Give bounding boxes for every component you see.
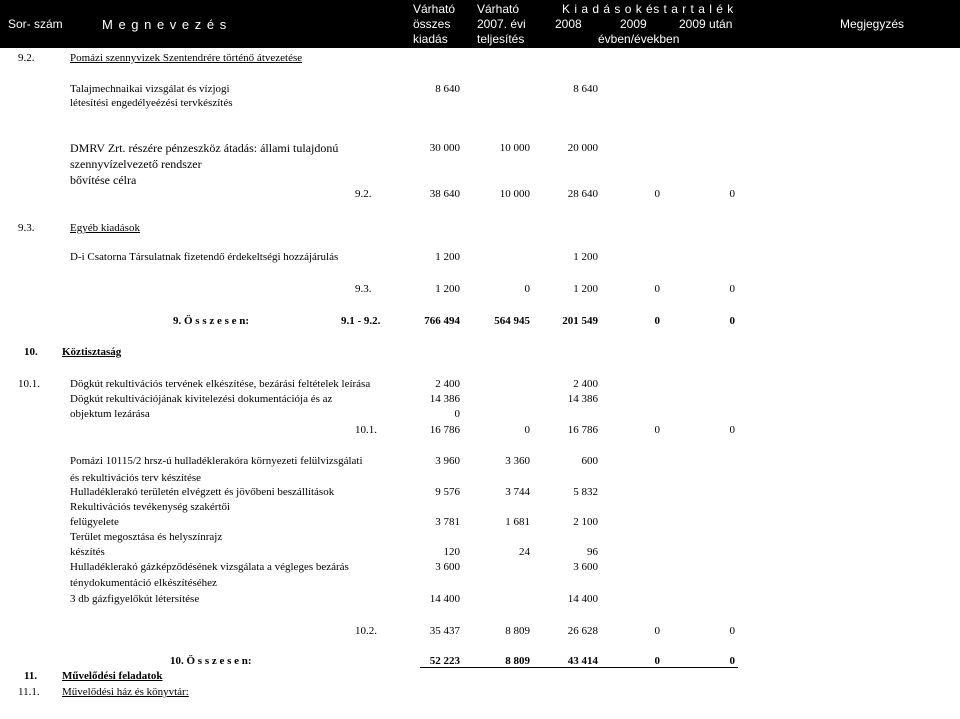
cell-after: 0 <box>729 315 735 327</box>
cell-total: 3 781 <box>435 516 460 528</box>
row-desc: 3 db gázfigyelőkút létersítése <box>70 593 200 605</box>
cell-2008: 8 640 <box>573 83 598 95</box>
col-varhato-osszes-3: kiadás <box>413 32 448 46</box>
col-evben: évben/években <box>598 32 680 46</box>
row-desc: D-i Csatorna Társulatnak fizetendő érdekeltségi hozzájárulás <box>70 251 339 263</box>
col-varhato-osszes-2: összes <box>413 17 451 31</box>
section-number: 10. <box>24 346 38 358</box>
row-desc: felügyelete <box>70 516 119 528</box>
total-underline <box>420 667 738 668</box>
row-desc: Rekultivációs tevékenység szakértői <box>70 501 231 513</box>
cell-2007: 8 809 <box>505 655 530 667</box>
row-desc: Dögkút rekultivációjának kivitelezési dokumentációja és az <box>70 393 333 405</box>
cell-2008: 28 640 <box>567 188 598 200</box>
total-label: 9. Ö s s z e s e n: <box>173 315 250 327</box>
cell-2007: 564 945 <box>494 315 530 327</box>
cell-total: 14 400 <box>429 593 460 605</box>
cell-total: 8 640 <box>435 83 460 95</box>
cell-total: 9 576 <box>435 486 460 498</box>
cell-2007: 1 681 <box>505 516 530 528</box>
cell-2008: 26 628 <box>567 625 598 637</box>
cell-2007: 0 <box>524 424 530 436</box>
cell-2009: 0 <box>654 625 660 637</box>
cell-2008: 2 400 <box>573 378 598 390</box>
col-megnevezes: M e g n e v e z é s <box>102 17 228 32</box>
col-megjegyzes: Megjegyzés <box>840 17 905 31</box>
cell-2008: 1 200 <box>573 283 598 295</box>
cell-total: 1 200 <box>435 283 460 295</box>
cell-2008: 14 386 <box>567 393 598 405</box>
cell-after: 0 <box>729 655 735 667</box>
cell-total: 1 200 <box>435 251 460 263</box>
cell-2009: 0 <box>654 315 660 327</box>
cell-2007: 3 744 <box>505 486 530 498</box>
cell-2009: 0 <box>654 283 660 295</box>
cell-after: 0 <box>729 424 735 436</box>
cell-2008: 1 200 <box>573 251 598 263</box>
section-number: 9.3. <box>18 222 35 234</box>
sum-ref: 10.2. <box>355 625 377 637</box>
total-label: 10. Ö s s z e s e n: <box>170 655 252 667</box>
cell-2009: 0 <box>654 188 660 200</box>
row-desc: objektum lezárása <box>70 408 150 420</box>
cell-2008: 16 786 <box>567 424 598 436</box>
cell-2007: 24 <box>519 546 530 558</box>
cell-2007: 10 000 <box>499 188 530 200</box>
cell-total: 2 400 <box>435 378 460 390</box>
row-desc: szennyvízelvezető rendszer <box>70 157 202 171</box>
row-desc: Dögkút rekultivációs tervének elkészítése, bezárási feltételek leírása <box>70 378 371 390</box>
cell-2008: 14 400 <box>567 593 598 605</box>
table-header <box>0 0 960 48</box>
row-desc: Terület megosztása és helyszínrajz <box>70 531 223 543</box>
row-desc: ténydokumentáció elkészítéséhez <box>70 577 217 589</box>
row-desc: és rekultivációs terv készítése <box>70 472 202 484</box>
cell-after: 0 <box>729 625 735 637</box>
cell-total: 3 960 <box>435 455 460 467</box>
row-desc: készítés <box>70 546 105 558</box>
section-title: Pomázi szennyvizek Szentendrére történő átvezetése <box>70 52 303 64</box>
sum-ref: 10.1. <box>355 424 377 436</box>
cell-2007: 0 <box>524 283 530 295</box>
cell-total: 16 786 <box>429 424 460 436</box>
cell-total: 35 437 <box>429 625 460 637</box>
subsection-title: Művelődési ház és könyvtár: <box>62 686 189 698</box>
section-title: Művelődési feladatok <box>62 670 163 682</box>
cell-2007: 10 000 <box>499 142 530 154</box>
col-varhato-osszes-1: Várható <box>413 2 456 16</box>
cell-total: 3 600 <box>435 561 460 573</box>
row-desc: DMRV Zrt. részére pénzeszköz átadás: állami tulajdonú <box>70 141 339 155</box>
subsection-number: 11.1. <box>18 686 40 698</box>
section-number: 9.2. <box>18 52 35 64</box>
total-ref: 9.1 - 9.2. <box>341 315 381 327</box>
section-number: 11. <box>24 670 38 682</box>
section-title: Köztisztaság <box>62 346 122 358</box>
subsection-number: 10.1. <box>18 378 40 390</box>
section-title: Egyéb kiadások <box>70 222 140 234</box>
col-varhato-2007-2: 2007. évi <box>477 17 526 31</box>
cell-2008: 96 <box>587 546 598 558</box>
cell-2008: 2 100 <box>573 516 598 528</box>
cell-2008: 5 832 <box>573 486 598 498</box>
sum-ref: 9.3. <box>355 283 372 295</box>
cell-total: 38 640 <box>429 188 460 200</box>
cell-2008: 600 <box>581 455 598 467</box>
col-2009: 2009 <box>620 17 647 31</box>
cell-total: 766 494 <box>424 315 460 327</box>
col-varhato-2007-3: teljesítés <box>477 32 525 46</box>
cell-2008: 201 549 <box>562 315 598 327</box>
col-kiadasok: K i a d á s o k és t a r t a l é k <box>562 2 734 16</box>
cell-2008: 43 414 <box>567 655 598 667</box>
col-sorszam: Sor- szám <box>8 17 63 31</box>
row-desc: Hulladéklerakó gázképződésének vizsgálata a végleges bezárás <box>70 561 349 573</box>
cell-2007: 8 809 <box>505 625 530 637</box>
row-desc: Pomázi 10115/2 hrsz-ú hulladéklerakóra környezeti felülvizsgálati <box>70 455 363 467</box>
cell-total: 120 <box>443 546 460 558</box>
cell-total: 30 000 <box>429 142 460 154</box>
cell-total: 14 386 <box>429 393 460 405</box>
cell-after: 0 <box>729 283 735 295</box>
col-varhato-2007-1: Várható <box>477 2 520 16</box>
row-desc: Hulladéklerakó területén elvégzett és jövőbeni beszállítások <box>70 486 335 498</box>
col-2008: 2008 <box>555 17 582 31</box>
col-2009-utan: 2009 után <box>679 17 733 31</box>
sum-ref: 9.2. <box>355 188 372 200</box>
cell-total: 52 223 <box>429 655 460 667</box>
row-desc: létesítési engedélyeézési tervkészítés <box>70 97 233 109</box>
cell-2009: 0 <box>654 424 660 436</box>
cell-2009: 0 <box>654 655 660 667</box>
cell-2007: 3 360 <box>505 455 530 467</box>
cell-total: 0 <box>454 408 460 420</box>
row-desc: bővítése célra <box>70 173 137 187</box>
cell-after: 0 <box>729 188 735 200</box>
row-desc: Talajmechnaikai vizsgálat és vízjogi <box>70 83 230 95</box>
cell-2008: 20 000 <box>567 142 598 154</box>
cell-2008: 3 600 <box>573 561 598 573</box>
